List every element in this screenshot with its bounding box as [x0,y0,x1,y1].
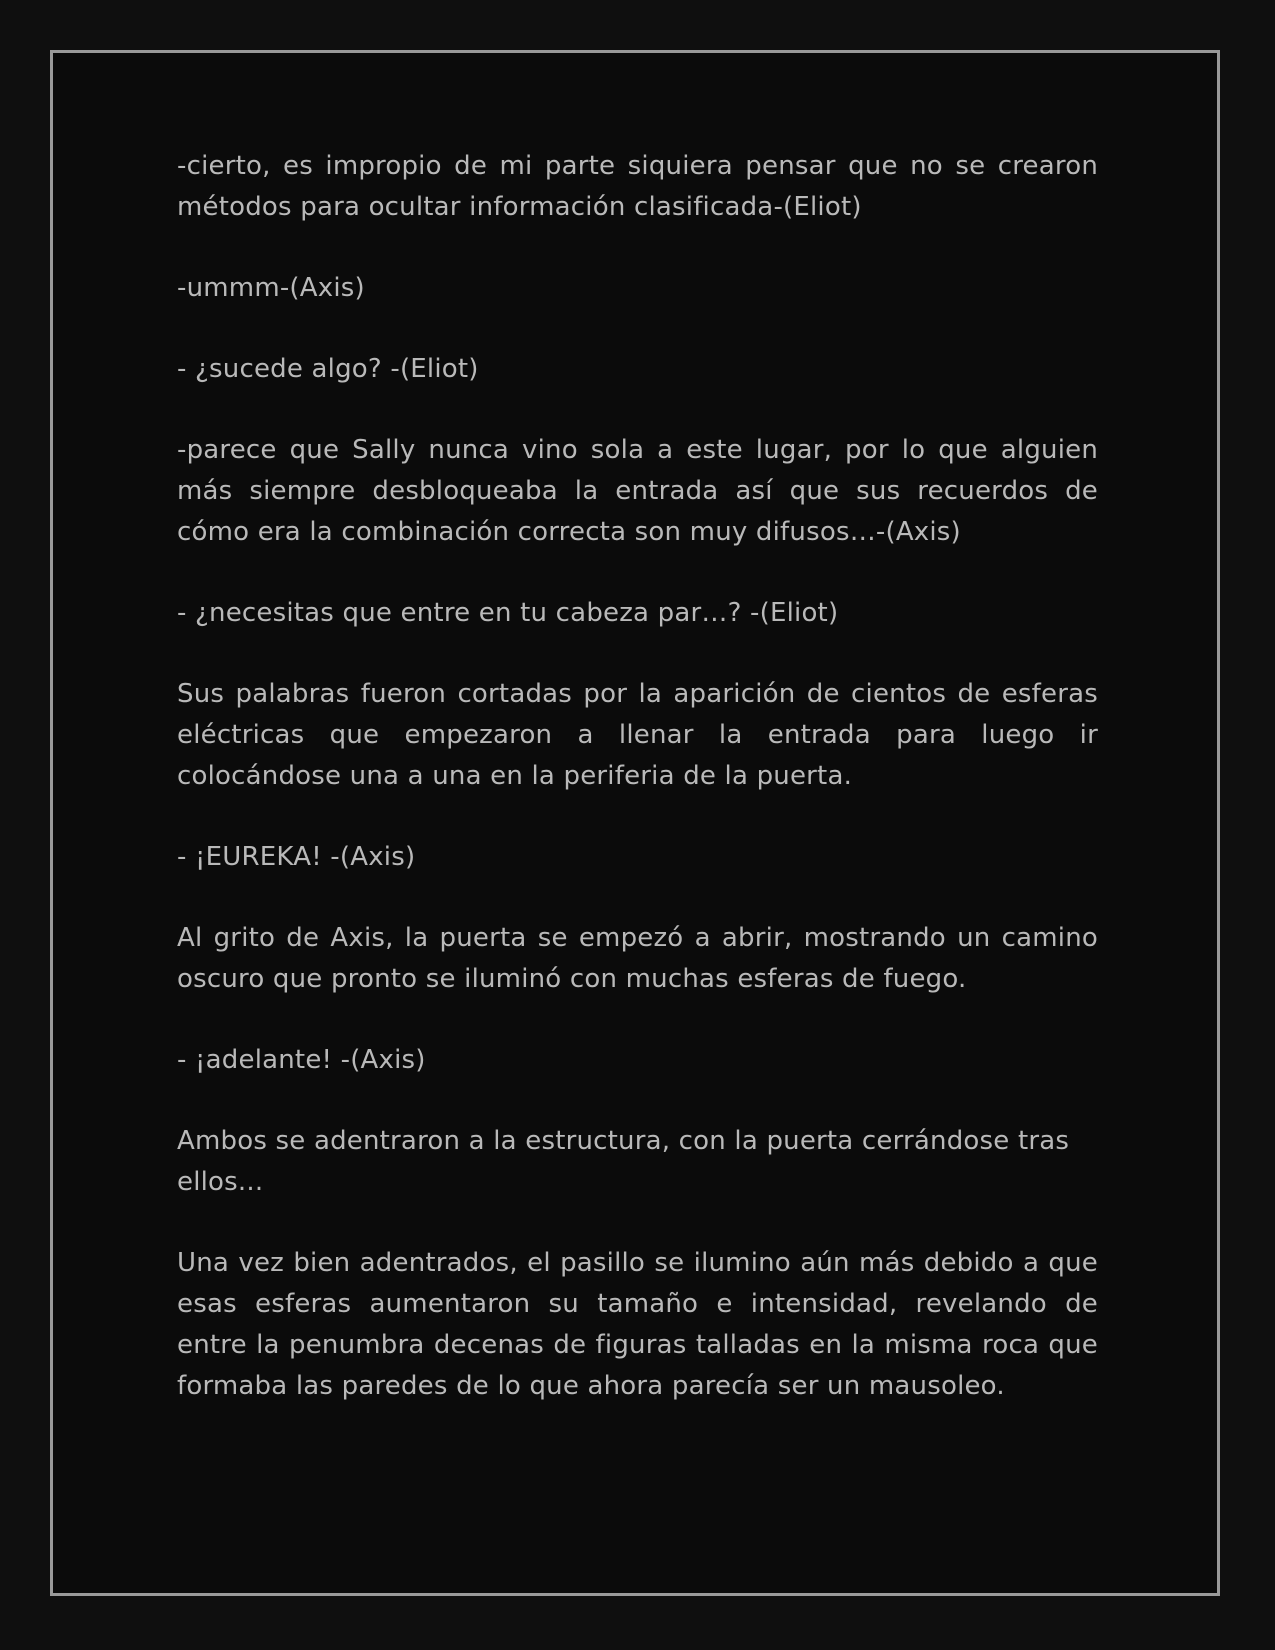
paragraph-9: - ¡adelante! -(Axis) [177,1045,426,1075]
paragraph-8: Al grito de Axis, la puerta se empezó a abrir, mostrando un camino oscuro que pronto se iluminó con muchas esferas de fuego. [177,923,1098,994]
paragraph-11: Una vez bien adentrados, el pasillo se ilumino aún más debido a que esas esferas aumentaron su tamaño e intensidad, revelando de entre la penumbra decenas de figuras talladas en la misma roca que formaba las paredes de lo que ahora parecía ser un mausoleo. [177,1248,1098,1401]
paragraph-1: -cierto, es impropio de mi parte siquiera pensar que no se crearon métodos para ocultar información clasificada-(Eliot) [177,151,1098,222]
paragraph-5: - ¿necesitas que entre en tu cabeza par…? -(Eliot) [177,598,839,628]
paragraph-10: Ambos se adentraron a la estructura, con la puerta cerrándose tras ellos... [177,1126,1070,1197]
document-body [177,146,1098,1447]
paragraph-6: Sus palabras fueron cortadas por la aparición de cientos de esferas eléctricas que empezaron a llenar la entrada para luego ir colocándose una a una en la periferia de la puerta. [177,679,1098,791]
paragraph-2: -ummm-(Axis) [177,273,365,303]
paragraph-7: - ¡EUREKA! -(Axis) [177,842,416,872]
paragraph-3: - ¿sucede algo? -(Eliot) [177,354,479,384]
paragraph-4: -parece que Sally nunca vino sola a este lugar, por lo que alguien más siempre desbloqueaba la entrada así que sus recuerdos de cómo era la combinación correcta son muy difusos…-(Axis) [177,435,1098,547]
